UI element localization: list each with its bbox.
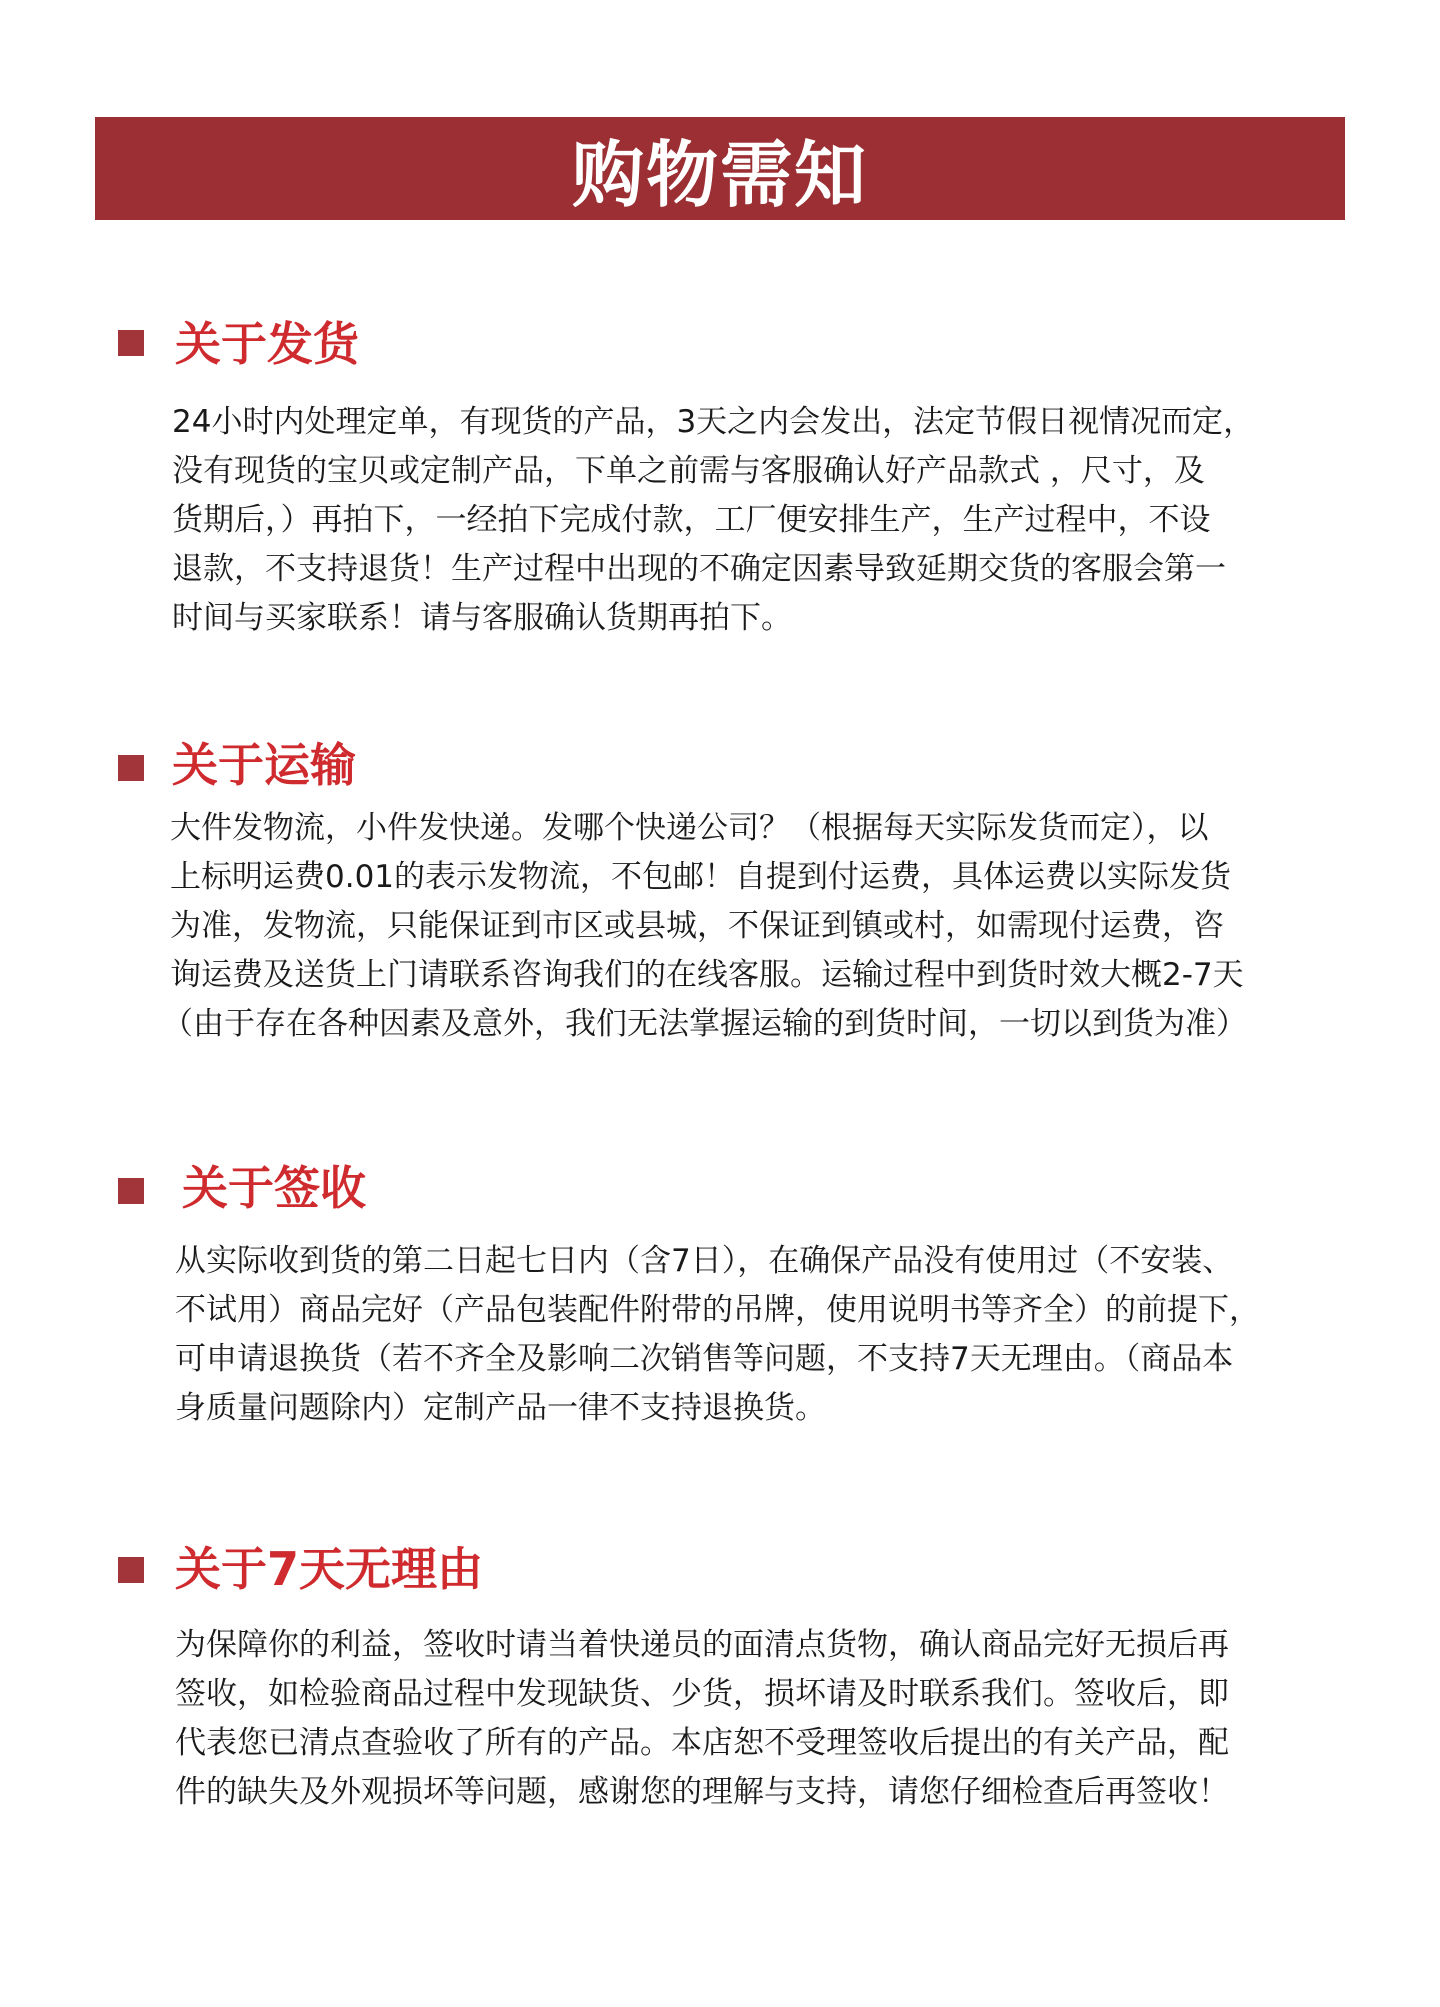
square-bullet-icon bbox=[118, 1557, 144, 1583]
square-bullet-icon bbox=[118, 755, 144, 781]
section-body bbox=[172, 398, 1254, 643]
body-line: 上标明运费0.01的表示发物流，不包邮！自提到付运费，具体运费以实际发货 bbox=[170, 859, 1232, 895]
body-line: 货期后，）再拍下，一经拍下完成付款，工厂便安排生产，生产过程中，不设 bbox=[172, 502, 1211, 538]
body-line: 不试用）商品完好（产品包装配件附带的吊牌，使用说明书等齐全）的前提下， bbox=[175, 1292, 1260, 1328]
page-title: 购物需知 bbox=[571, 132, 868, 217]
body-line: 件的缺失及外观损坏等问题，感谢您的理解与支持，请您仔细检查后再签收！ bbox=[175, 1774, 1229, 1810]
body-line: 代表您已清点查验收了所有的产品。本店恕不受理签收后提出的有关产品，配 bbox=[175, 1725, 1229, 1761]
square-bullet-icon bbox=[118, 1178, 144, 1204]
section-body bbox=[162, 804, 1247, 1049]
body-line: 24小时内处理定单，有现货的产品，3天之内会发出，法定节假日视情况而定， bbox=[172, 404, 1255, 440]
body-line: 大件发物流，小件发快递。发哪个快递公司？（根据每天实际发货而定），以 bbox=[170, 810, 1209, 846]
body-line: 身质量问题除内）定制产品一律不支持退换货。 bbox=[175, 1390, 826, 1426]
body-line: 为保障你的利益，签收时请当着快递员的面清点货物，确认商品完好无损后再 bbox=[175, 1627, 1229, 1663]
body-line: 为准，发物流，只能保证到市区或县城，不保证到镇或村，如需现付运费，咨 bbox=[170, 908, 1224, 944]
section-heading: 关于发货 bbox=[175, 317, 359, 371]
body-line: 没有现货的宝贝或定制产品，下单之前需与客服确认好产品款式 ，尺寸，及 bbox=[172, 453, 1205, 489]
body-line: 退款，不支持退货！生产过程中出现的不确定因素导致延期交货的客服会第一 bbox=[172, 551, 1226, 587]
section-heading: 关于签收 bbox=[182, 1161, 366, 1215]
body-line: 签收，如检验商品过程中发现缺货、少货，损坏请及时联系我们。签收后，即 bbox=[175, 1676, 1229, 1712]
section-body bbox=[175, 1621, 1229, 1817]
body-line: 从实际收到货的第二日起七日内（含7日），在确保产品没有使用过（不安装、 bbox=[175, 1243, 1234, 1279]
section-heading: 关于7天无理由 bbox=[175, 1542, 484, 1596]
body-line: （由于存在各种因素及意外，我们无法掌握运输的到货时间，一切以到货为准） bbox=[162, 1006, 1247, 1042]
title-banner bbox=[95, 117, 1345, 220]
section-body bbox=[175, 1237, 1260, 1433]
square-bullet-icon bbox=[118, 330, 144, 356]
section-heading: 关于运输 bbox=[172, 738, 356, 792]
body-line: 询运费及送货上门请联系咨询我们的在线客服。运输过程中到货时效大概2-7天 bbox=[170, 957, 1244, 993]
body-line: 可申请退换货（若不齐全及影响二次销售等问题，不支持7天无理由。（商品本 bbox=[175, 1341, 1234, 1377]
body-line: 时间与买家联系！请与客服确认货期再拍下。 bbox=[172, 600, 792, 636]
